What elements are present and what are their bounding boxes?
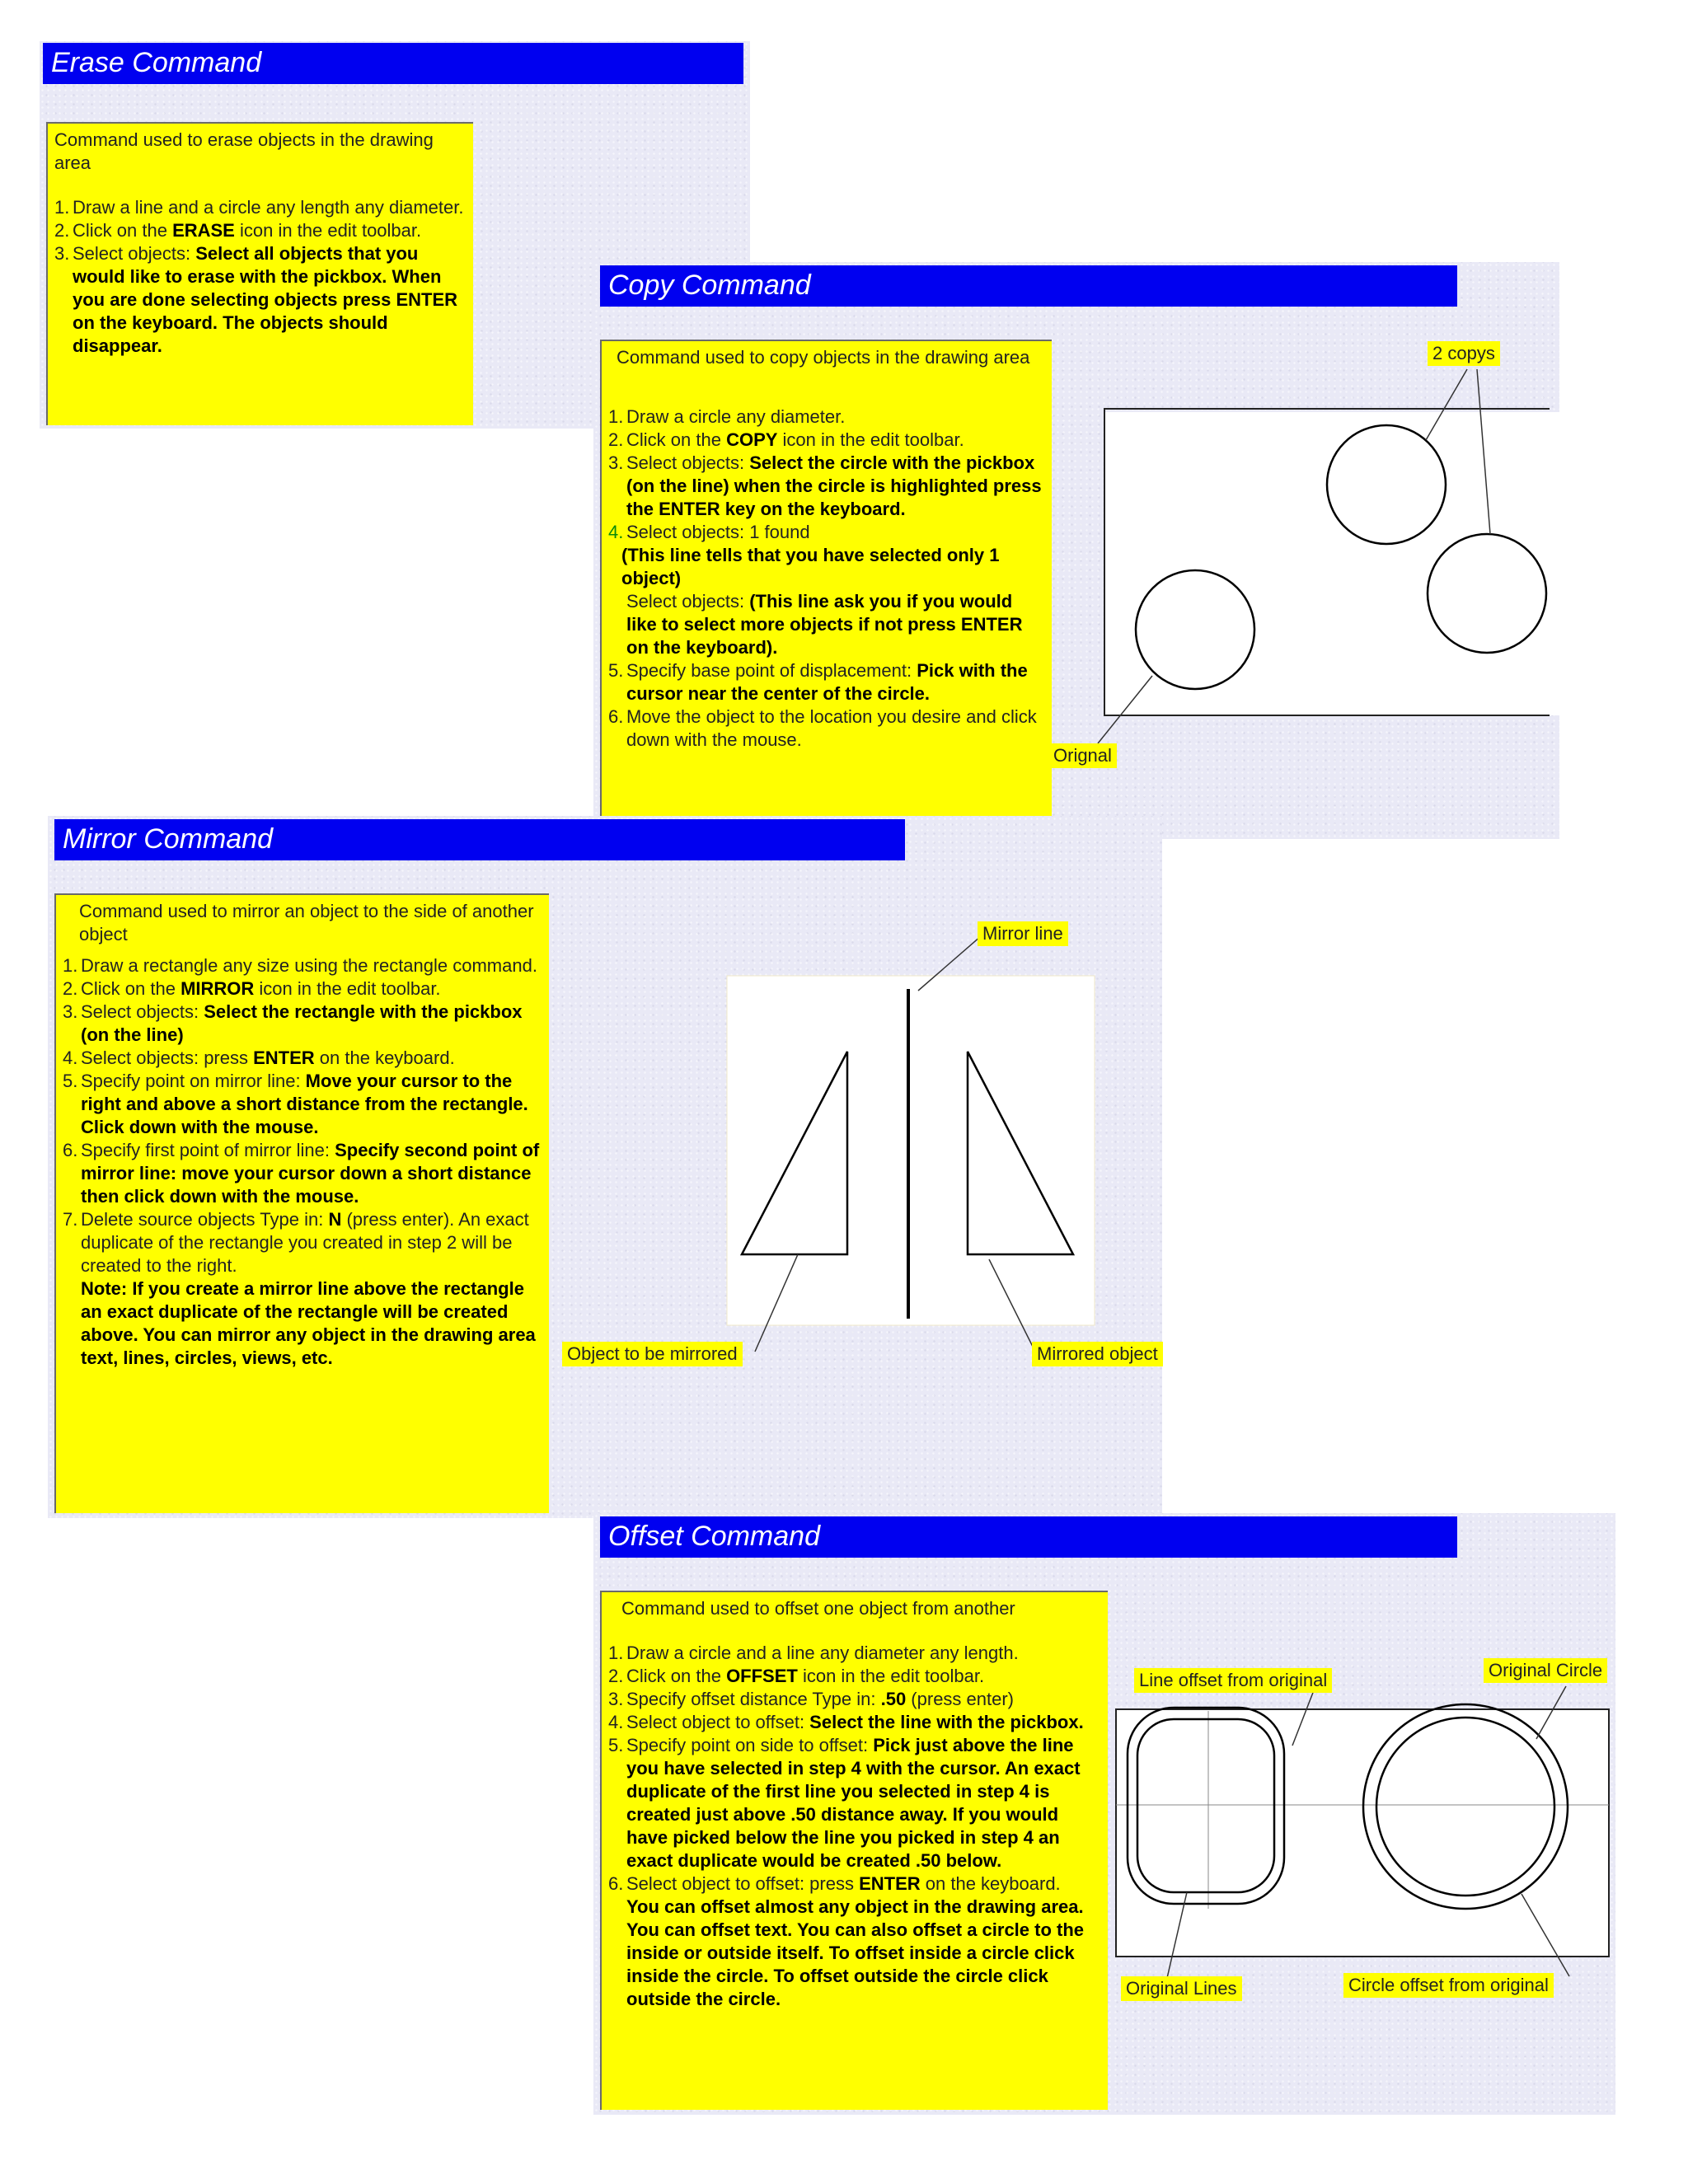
mirror-step-7: 7. Delete source objects Type in: N (press enter). An exact duplicate of the rectangle you created in step 2 will be created to the right. [63, 1209, 529, 1276]
copy-step-4: 4. Select objects: 1 found [608, 522, 810, 542]
mirror-label-mirrored: Mirrored object [1032, 1342, 1163, 1366]
copy-label-copies: 2 copys [1428, 341, 1500, 366]
copy-step-4-note: (This line tells that you have selected only 1 object) [621, 545, 1000, 588]
copy-step-4-more: Select objects: (This line ask you if you would like to select more objects if not press ENTER on the keyboard). [626, 591, 1023, 658]
mirror-title: Mirror Command [54, 819, 905, 860]
copy-step-2: 2. Click on the COPY icon in the edit toolbar. [608, 429, 964, 450]
mirror-step-6: 6. Specify first point of mirror line: Specify second point of mirror line: move your cursor down a short distance then click down with the mouse. [63, 1140, 540, 1207]
mirror-label-object: Object to be mirrored [562, 1342, 743, 1366]
offset-step-3: 3. Specify offset distance Type in: .50 (press enter) [608, 1689, 1015, 1709]
erase-step-1: 1. Draw a line and a circle any length any diameter. [54, 197, 464, 218]
offset-step-6: 6. Select object to offset: press ENTER on the keyboard. [608, 1873, 1061, 1894]
offset-title: Offset Command [600, 1516, 1457, 1558]
copy-label-original: Orignal [1048, 743, 1117, 768]
copy-title: Copy Command [600, 265, 1457, 307]
offset-label-circle-offset: Circle offset from original [1343, 1973, 1554, 1998]
copy-step-1: 1. Draw a circle any diameter. [608, 406, 846, 427]
erase-step-3: 3. Select objects: Select all objects that you would like to erase with the pickbox. When you are done selecting objects press ENTER on the keyboard. The objects should disappear. [54, 243, 458, 356]
erase-intro: Command used to erase objects in the drawing area [54, 129, 434, 173]
offset-step-1: 1. Draw a circle and a line any diameter any length. [608, 1643, 1019, 1663]
offset-note: You can offset almost any object in the drawing area. You can offset text. You can also offset a circle to the inside or outside itself. To offset inside a circle click inside the circle. To offset outside the circle click outside the circle. [626, 1896, 1085, 2009]
mirror-step-1: 1. Draw a rectangle any size using the rectangle command. [63, 955, 537, 976]
erase-step-2: 2. Click on the ERASE icon in the edit toolbar. [54, 220, 422, 241]
offset-step-4: 4. Select object to offset: Select the line with the pickbox. [608, 1712, 1084, 1732]
copy-step-3: 3. Select objects: Select the circle with the pickbox (on the line) when the circle is highlighted press the ENTER key on the keyboard. [608, 452, 1042, 519]
mirror-step-5: 5. Specify point on mirror line: Move your cursor to the right and above a short distance from the rectangle. Click down with the mouse. [63, 1071, 528, 1137]
offset-drawing-area [1116, 1709, 1609, 1957]
mirror-step-2: 2. Click on the MIRROR icon in the edit toolbar. [63, 978, 441, 999]
offset-label-original-circle: Original Circle [1484, 1658, 1607, 1683]
copy-step-5: 5. Specify base point of displacement: Pick with the cursor near the center of the circle. [608, 660, 1028, 704]
mirror-intro: Command used to mirror an object to the side of another object [79, 901, 534, 944]
offset-intro: Command used to offset one object from another [621, 1598, 1015, 1619]
mirror-note: Note: If you create a mirror line above the rectangle an exact duplicate of the rectangle will be created above. You can mirror any object in the drawing area text, lines, circles, views, etc. [81, 1278, 536, 1368]
offset-label-line-offset: Line offset from original [1134, 1668, 1332, 1693]
erase-title: Erase Command [43, 43, 743, 84]
offset-step-5: 5. Specify point on side to offset: Pick just above the line you have selected in step 4 with the cursor. An exact duplicate of the first line you selected in step 4 is created just above .50 distance away. If you would have picked below the line you picked in step 4 an exact duplicate would be created .50 below. [608, 1735, 1081, 1871]
mirror-step-3: 3. Select objects: Select the rectangle with the pickbox (on the line) [63, 1001, 523, 1045]
copy-step-6: 6. Move the object to the location you desire and click down with the mouse. [608, 706, 1037, 750]
offset-step-2: 2. Click on the OFFSET icon in the edit toolbar. [608, 1666, 985, 1686]
mirror-label-line: Mirror line [978, 921, 1068, 946]
mirror-step-4: 4. Select objects: press ENTER on the keyboard. [63, 1047, 455, 1068]
copy-intro: Command used to copy objects in the drawing area [617, 347, 1030, 368]
offset-label-original-lines: Original Lines [1121, 1976, 1242, 2001]
